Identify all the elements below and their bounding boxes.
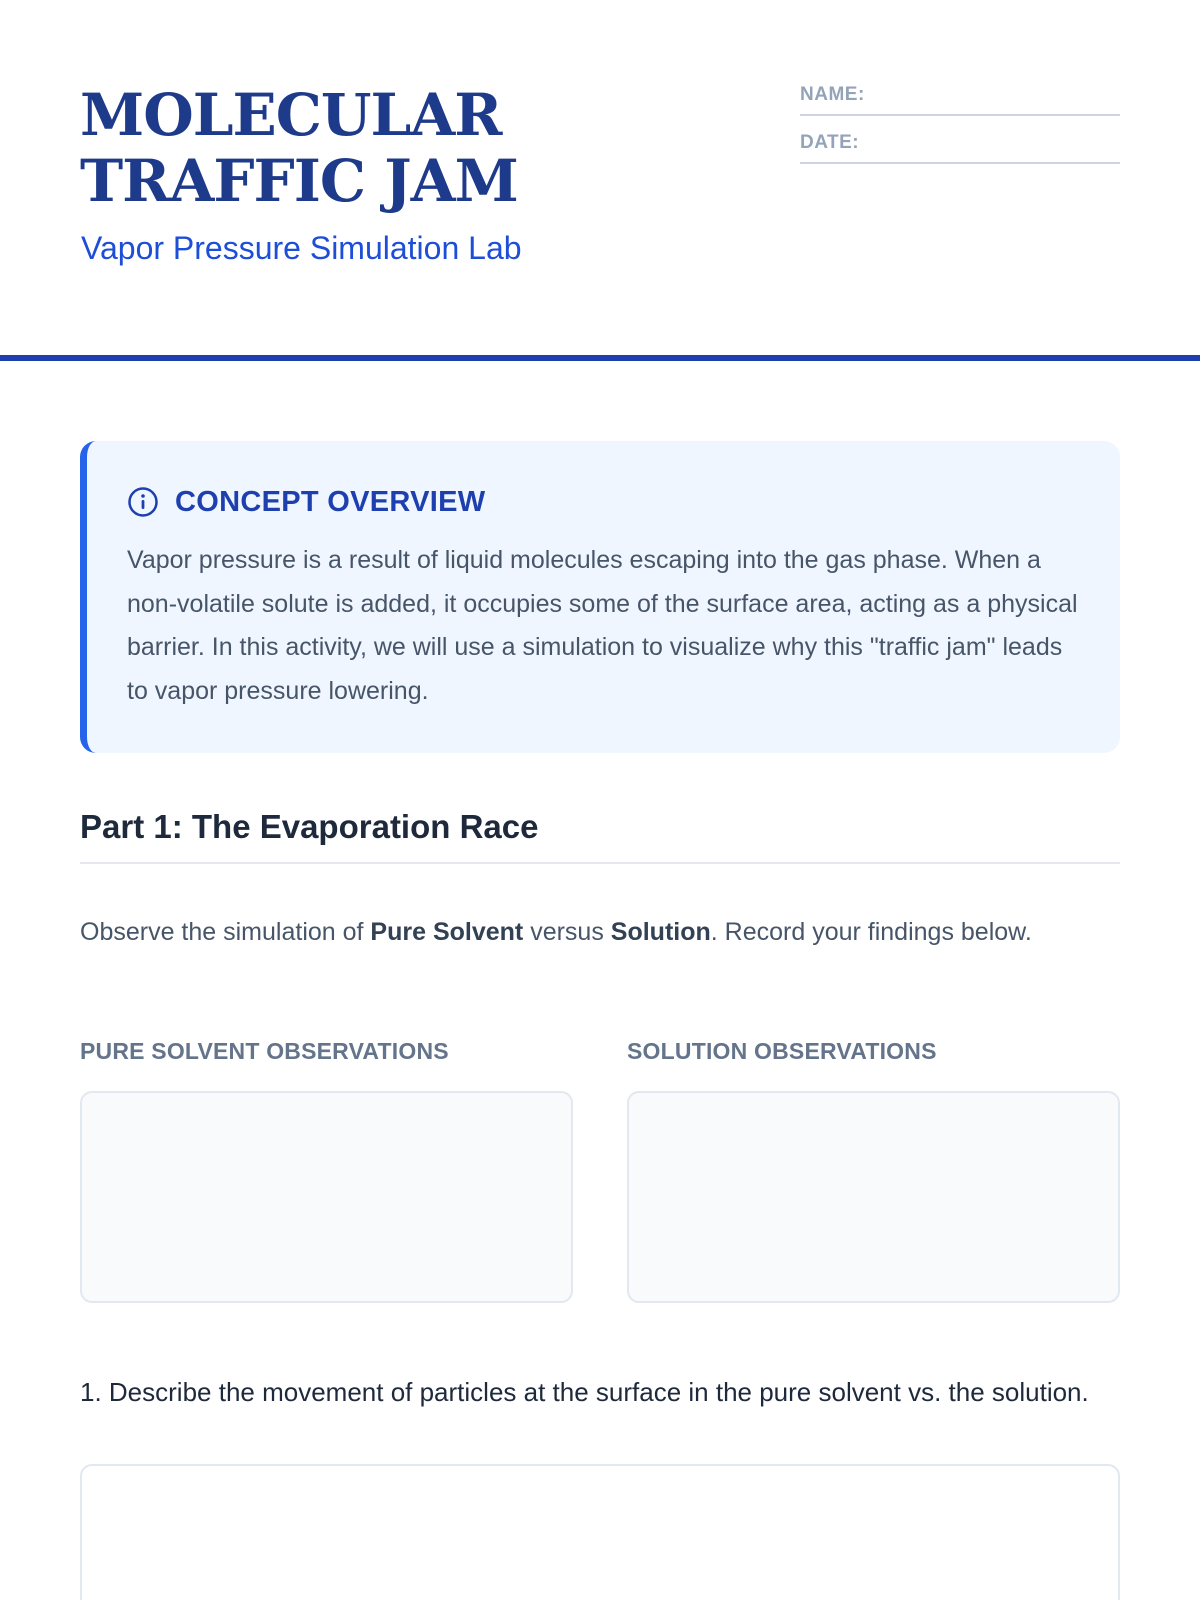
instructions-text-start: Observe the simulation of (80, 918, 371, 946)
instructions-bold-solution: Solution (610, 918, 711, 946)
instructions-text-middle: versus (523, 918, 611, 946)
page-subtitle: Vapor Pressure Simulation Lab (81, 230, 522, 266)
part-1-instructions (80, 912, 1120, 952)
page-title: MOLECULAR TRAFFIC JAM (80, 81, 518, 215)
solution-observations-label: SOLUTION OBSERVATIONS (627, 1038, 937, 1064)
concept-body: Vapor pressure is a result of liquid molecules escaping into the gas phase. When a non-volatile solute is added, it occupies some of the surface area, acting as a physical barrier. In this activity, we will use a simulation to visualize why this "traffic jam" leads to vapor pressure lowering. (127, 546, 1078, 705)
info-icon (127, 486, 159, 518)
question-1: 1. Describe the movement of particles at the surface in the pure solvent vs. the solution. (80, 1377, 1089, 1407)
concept-title: CONCEPT OVERVIEW (175, 485, 486, 518)
date-label: DATE: (800, 132, 860, 153)
instructions-text-end: . Record your findings below. (710, 918, 1032, 946)
name-line (800, 78, 1120, 116)
solution-observations-input[interactable] (627, 1091, 1120, 1303)
instructions-bold-pure-solvent: Pure Solvent (370, 918, 524, 946)
concept-header (127, 485, 1080, 519)
student-info (800, 78, 1120, 174)
section-title-part-1: Part 1: The Evaporation Race (80, 808, 1120, 864)
date-line (800, 126, 1120, 164)
pure-solvent-observations-input[interactable] (80, 1091, 573, 1303)
question-1-answer-input[interactable] (80, 1464, 1120, 1600)
worksheet-header (0, 0, 1200, 361)
name-label: NAME: (800, 84, 865, 105)
pure-solvent-observations-label: PURE SOLVENT OBSERVATIONS (80, 1038, 449, 1064)
concept-overview-callout (80, 441, 1120, 753)
